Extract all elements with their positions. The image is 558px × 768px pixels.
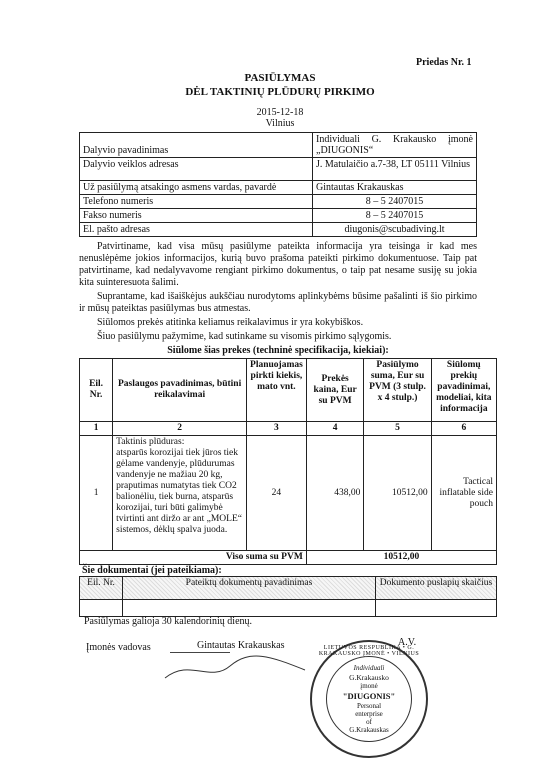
signature-name: Gintautas Krakauskas — [197, 640, 285, 651]
item-nr: 1 — [80, 436, 113, 551]
row-value: diugonis@scubadiving.lt — [313, 223, 477, 237]
paragraph-exclusion: Suprantame, kad išaiškėjus aukščiau nurodytoms aplinkybėms būsime pašalinti iš šio pirkimo ir mūsų pateiktas pasiūlymas bus atmestas. — [79, 291, 477, 314]
supplier-table — [79, 132, 477, 237]
table-row — [80, 223, 477, 237]
signature-role: Įmonės vadovas — [86, 642, 151, 653]
stamp-line6: enterprise — [355, 710, 383, 718]
stamp-line3: įmonė — [360, 682, 378, 690]
item-requirements: atsparūs korozijai tiek jūros tiek gėlame vandenyje, plūdurumas vandenyje ne mažiau 20 kg, praputimas numatytas tiek CO2 balionėliu, tiek burna, atsparūs korozijai, turi būti galimybė tvirtinti ant diržo ar ant „MOLE“ sistemos, dėklų spalva juoda. — [116, 448, 242, 535]
paragraph-quality: Siūlomos prekės atitinka keliamus reikalavimus ir yra kokybiškos. — [97, 317, 364, 328]
row-value: Individuali G. Krakausko įmonė „DIUGONIS“ — [313, 133, 477, 158]
col-header: Siūlomų prekių pavadinimai, modeliai, kita informacija — [431, 359, 496, 422]
col-header: Eil. Nr. — [80, 577, 123, 600]
validity-text: Pasiūlymas galioja 30 kalendorinių dienų. — [84, 616, 253, 627]
item-quantity: 24 — [247, 436, 307, 551]
stamp-line2: G.Krakausko — [349, 673, 389, 682]
row-label: Telefono numeris — [80, 195, 313, 209]
item-sum: 10512,00 — [364, 436, 431, 551]
paragraph-agreement: Šiuo pasiūlymu pažymime, kad sutinkame su visomis pirkimo sąlygomis. — [97, 331, 392, 342]
stamp-line4: "DIUGONIS" — [342, 691, 396, 701]
col-number: 1 — [80, 422, 113, 436]
stamp-line5: Personal — [356, 702, 382, 710]
documents-caption: Šie dokumentai (jei pateikiama): — [82, 565, 222, 576]
doc-date: 2015-12-18 — [256, 107, 304, 118]
col-number: 3 — [247, 422, 307, 436]
col-number: 6 — [431, 422, 496, 436]
table-row — [80, 195, 477, 209]
empty-cell — [80, 600, 123, 617]
spec-table — [79, 358, 497, 565]
table-row — [80, 436, 497, 551]
item-description — [113, 436, 247, 551]
row-value: J. Matulaičio a.7-38, LT 05111 Vilnius — [313, 158, 477, 181]
stamp-line8: G.Krakauskas — [349, 726, 389, 734]
stamp-outer-text: LIETUVOS RESPUBLIKA • G. KRAKAUSKO ĮMONĖ • VILNIUS — [318, 645, 420, 657]
doc-title: PASIŪLYMAS — [244, 72, 316, 84]
col-header: Eil. Nr. — [80, 359, 113, 422]
row-value: Gintautas Krakauskas — [313, 181, 477, 195]
stamp-mark: A.V. — [398, 637, 417, 648]
row-value: 8 – 5 2407015 — [313, 195, 477, 209]
col-header: Paslaugos pavadinimas, būtini reikalavimai — [113, 359, 247, 422]
table-number-row — [80, 422, 497, 436]
doc-subtitle: DĖL TAKTINIŲ PLŪDURŲ PIRKIMO — [185, 86, 375, 98]
row-label: Už pasiūlymą atsakingo asmens vardas, pavardė — [80, 181, 313, 195]
table-row — [80, 209, 477, 223]
table-header-row — [80, 577, 497, 600]
row-label: El. pašto adresas — [80, 223, 313, 237]
appendix-label: Priedas Nr. 1 — [416, 57, 472, 68]
col-header: Pasiūlymo suma, Eur su PVM (3 stulp. x 4 stulp.) — [364, 359, 431, 422]
table-row — [80, 181, 477, 195]
stamp-line7: of — [366, 718, 372, 726]
total-value: 10512,00 — [306, 551, 496, 565]
col-header: Dokumento puslapių skaičius — [376, 577, 497, 600]
col-number: 4 — [306, 422, 364, 436]
row-label: Fakso numeris — [80, 209, 313, 223]
table-total-row — [80, 551, 497, 565]
col-header: Pateiktų dokumentų pavadinimas — [123, 577, 376, 600]
item-info: Tactical inflatable side pouch — [431, 436, 496, 551]
item-name: Taktinis plūduras: — [116, 437, 185, 447]
empty-cell — [376, 600, 497, 617]
table-row — [80, 600, 497, 617]
table-header-row — [80, 359, 497, 422]
handwritten-signature — [160, 648, 310, 688]
spec-caption: Siūlome šias prekes (techninė specifikacija, kiekiai): — [167, 345, 389, 356]
documents-table — [79, 576, 497, 617]
doc-city: Vilnius — [265, 118, 295, 129]
row-label: Dalyvio pavadinimas — [80, 133, 313, 158]
empty-cell — [123, 600, 376, 617]
item-price: 438,00 — [306, 436, 364, 551]
row-label: Dalyvio veiklos adresas — [80, 158, 313, 181]
row-value: 8 – 5 2407015 — [313, 209, 477, 223]
col-header: Planuojamas pirkti kiekis, mato vnt. — [247, 359, 307, 422]
paragraph-confirm: Patvirtiname, kad visa mūsų pasiūlyme pateikta informacija yra teisinga ir kad mes nenuslėpėme jokios informacijos, kurią buvo prašoma pateikti pirkimo dokumentuose. Taip pat patvirtiname, kad nedalyvavome rengiant pirkimo dokumentus, o taip pat nesame susiję su jokia kita suinteresuota šalimi. — [79, 241, 477, 288]
total-label: Viso suma su PVM — [80, 551, 307, 565]
table-row — [80, 133, 477, 158]
col-header: Prekės kaina, Eur su PVM — [306, 359, 364, 422]
stamp-line1: Individuali — [353, 664, 385, 672]
col-number: 2 — [113, 422, 247, 436]
company-stamp — [310, 640, 428, 758]
table-row — [80, 158, 477, 181]
col-number: 5 — [364, 422, 431, 436]
